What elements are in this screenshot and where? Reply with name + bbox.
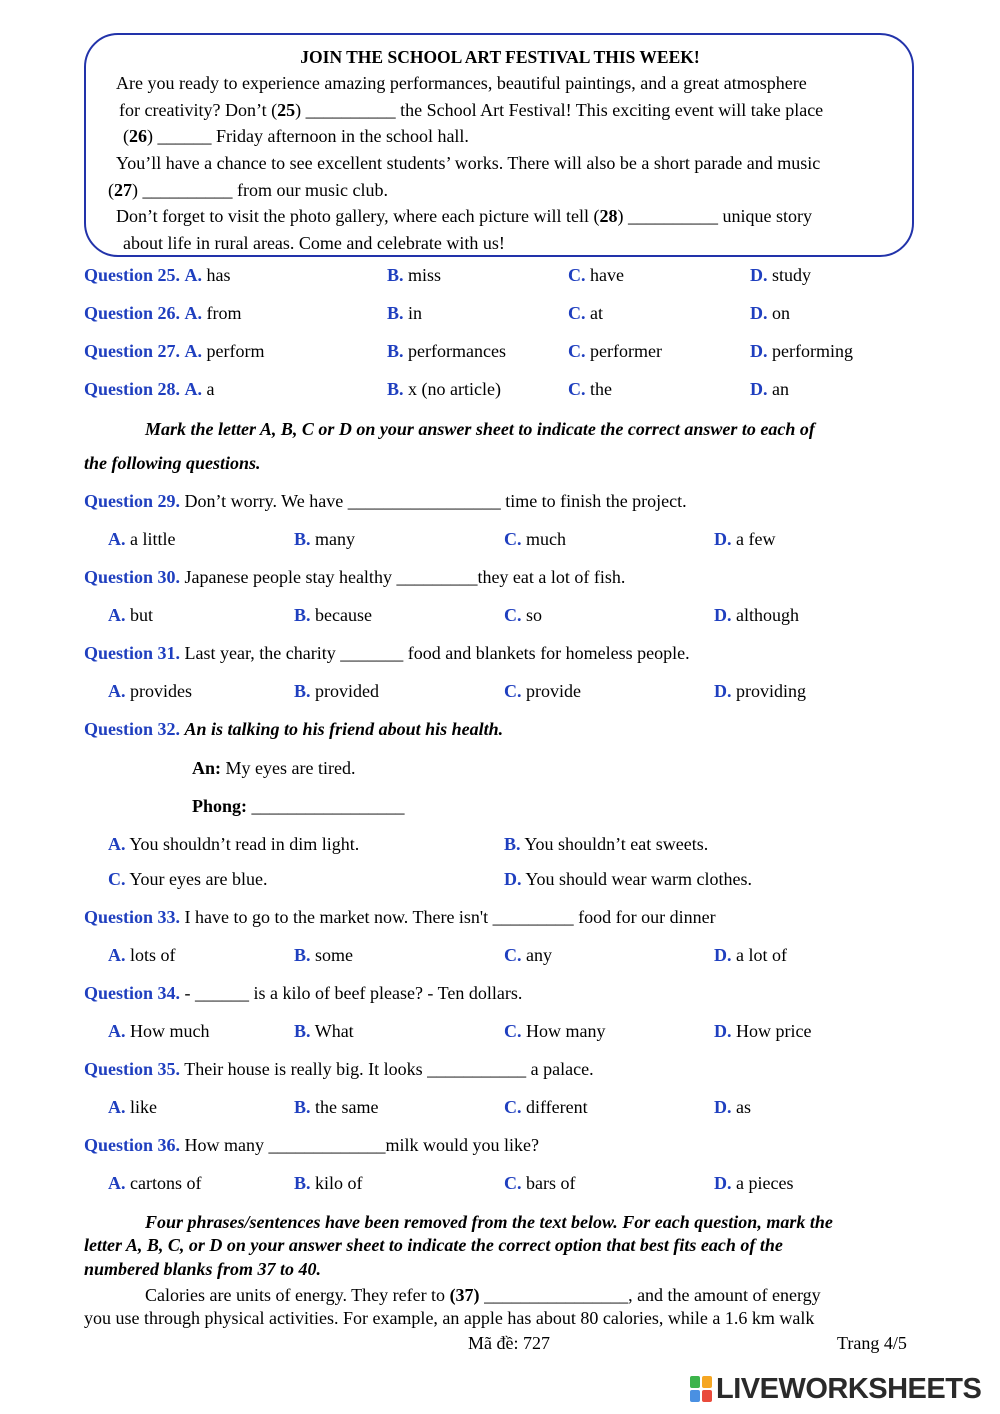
exam-code: Mã đề: 727 xyxy=(468,1333,550,1353)
question-28: Question 28. A. a xyxy=(84,379,215,399)
question-33-option-d[interactable]: D. a lot of xyxy=(714,945,787,965)
question-34-option-a[interactable]: A. How much xyxy=(108,1021,210,1041)
question-36-option-c[interactable]: C. bars of xyxy=(504,1173,576,1193)
question-27-option-c[interactable]: C. performer xyxy=(568,341,662,361)
notice-line-6: Don’t forget to visit the photo gallery, where each picture will tell (28) __________ unique story xyxy=(116,206,813,226)
dialogue-phong: Phong: _________________ xyxy=(192,796,405,816)
notice-line-1: Are you ready to experience amazing performances, beautiful paintings, and a great atmosphere xyxy=(116,73,807,93)
question-36: Question 36. How many _____________milk would you like? xyxy=(84,1135,539,1155)
question-34-option-d[interactable]: D. How price xyxy=(714,1021,812,1041)
question-35-option-a[interactable]: A. like xyxy=(108,1097,157,1117)
question-28-option-b[interactable]: B. x (no article) xyxy=(387,379,501,399)
question-31: Question 31. Last year, the charity _______ food and blankets for homeless people. xyxy=(84,643,690,663)
notice-line-7: about life in rural areas. Come and celebrate with us! xyxy=(123,233,505,253)
question-34-option-c[interactable]: C. How many xyxy=(504,1021,606,1041)
question-27: Question 27. A. perform xyxy=(84,341,265,361)
question-29-option-b[interactable]: B. many xyxy=(294,529,356,549)
notice-line-3: (26) ______ Friday afternoon in the school hall. xyxy=(123,126,469,146)
instruction-1-line-1: Mark the letter A, B, C or D on your answer sheet to indicate the correct answer to each of xyxy=(145,419,815,439)
question-31-option-a[interactable]: A. provides xyxy=(108,681,192,701)
question-32-option-a[interactable]: A. You shouldn’t read in dim light. xyxy=(108,834,360,854)
question-33: Question 33. I have to go to the market now. There isn't _________ food for our dinner xyxy=(84,907,716,927)
question-32-option-c[interactable]: C. Your eyes are blue. xyxy=(108,869,268,889)
question-31-option-d[interactable]: D. providing xyxy=(714,681,806,701)
question-29-option-d[interactable]: D. a few xyxy=(714,529,776,549)
question-25-option-d[interactable]: D. study xyxy=(750,265,812,285)
question-25: Question 25. A. has xyxy=(84,265,231,285)
question-28-option-d[interactable]: D. an xyxy=(750,379,789,399)
question-36-option-a[interactable]: A. cartons of xyxy=(108,1173,202,1193)
question-35-option-b[interactable]: B. the same xyxy=(294,1097,379,1117)
question-26-option-d[interactable]: D. on xyxy=(750,303,790,323)
question-33-option-c[interactable]: C. any xyxy=(504,945,552,965)
question-35-option-d[interactable]: D. as xyxy=(714,1097,751,1117)
instruction-2-line-1: Four phrases/sentences have been removed from the text below. For each question, mark the xyxy=(145,1212,833,1232)
question-30-option-a[interactable]: A. but xyxy=(108,605,154,625)
question-29-option-a[interactable]: A. a little xyxy=(108,529,176,549)
question-34-option-b[interactable]: B. What xyxy=(294,1021,354,1041)
logo-text: LIVEWORKSHEETS xyxy=(716,1372,982,1405)
page-number: Trang 4/5 xyxy=(837,1333,907,1353)
question-30-option-c[interactable]: C. so xyxy=(504,605,543,625)
question-35: Question 35. Their house is really big. It looks ___________ a palace. xyxy=(84,1059,594,1079)
question-30: Question 30. Japanese people stay healthy _________they eat a lot of fish. xyxy=(84,567,626,587)
question-28-option-c[interactable]: C. the xyxy=(568,379,612,399)
passage-line-1: Calories are units of energy. They refer to (37) ________________, and the amount of energy xyxy=(145,1285,821,1305)
dialogue-an: An: My eyes are tired. xyxy=(192,758,356,778)
question-25-option-b[interactable]: B. miss xyxy=(387,265,442,285)
logo-mark-icon xyxy=(690,1376,712,1402)
question-33-option-b[interactable]: B. some xyxy=(294,945,354,965)
question-25-option-c[interactable]: C. have xyxy=(568,265,624,285)
instruction-2-line-2: letter A, B, C, or D on your answer sheet to indicate the correct option that best fits each of the xyxy=(84,1235,783,1255)
question-27-option-b[interactable]: B. performances xyxy=(387,341,506,361)
question-30-option-d[interactable]: D. although xyxy=(714,605,799,625)
notice-line-4: You’ll have a chance to see excellent students’ works. There will also be a short parade and music xyxy=(116,153,821,173)
question-36-option-d[interactable]: D. a pieces xyxy=(714,1173,794,1193)
question-26-option-c[interactable]: C. at xyxy=(568,303,603,323)
question-36-option-b[interactable]: B. kilo of xyxy=(294,1173,363,1193)
question-31-option-c[interactable]: C. provide xyxy=(504,681,581,701)
question-32: Question 32. An is talking to his friend about his health. xyxy=(84,719,504,739)
question-32-option-b[interactable]: B. You shouldn’t eat sweets. xyxy=(504,834,709,854)
passage-line-2: you use through physical activities. For example, an apple has about 80 calories, while a 1.6 km walk xyxy=(84,1308,815,1328)
question-32-option-d[interactable]: D. You should wear warm clothes. xyxy=(504,869,752,889)
question-33-option-a[interactable]: A. lots of xyxy=(108,945,176,965)
question-31-option-b[interactable]: B. provided xyxy=(294,681,379,701)
notice-title: JOIN THE SCHOOL ART FESTIVAL THIS WEEK! xyxy=(300,47,700,67)
instruction-2-line-3: numbered blanks from 37 to 40. xyxy=(84,1259,322,1279)
question-26: Question 26. A. from xyxy=(84,303,242,323)
question-29-option-c[interactable]: C. much xyxy=(504,529,566,549)
question-29: Question 29. Don’t worry. We have _________________ time to finish the project. xyxy=(84,491,687,511)
question-26-option-b[interactable]: B. in xyxy=(387,303,423,323)
question-34: Question 34. - ______ is a kilo of beef please? - Ten dollars. xyxy=(84,983,523,1003)
question-35-option-c[interactable]: C. different xyxy=(504,1097,588,1117)
question-30-option-b[interactable]: B. because xyxy=(294,605,372,625)
instruction-1-line-2: the following questions. xyxy=(84,453,261,473)
liveworksheets-logo xyxy=(690,1374,981,1404)
question-27-option-d[interactable]: D. performing xyxy=(750,341,853,361)
notice-line-5: (27) __________ from our music club. xyxy=(108,180,388,200)
notice-line-2: for creativity? Don’t (25) __________ the School Art Festival! This exciting event will take place xyxy=(119,100,824,120)
